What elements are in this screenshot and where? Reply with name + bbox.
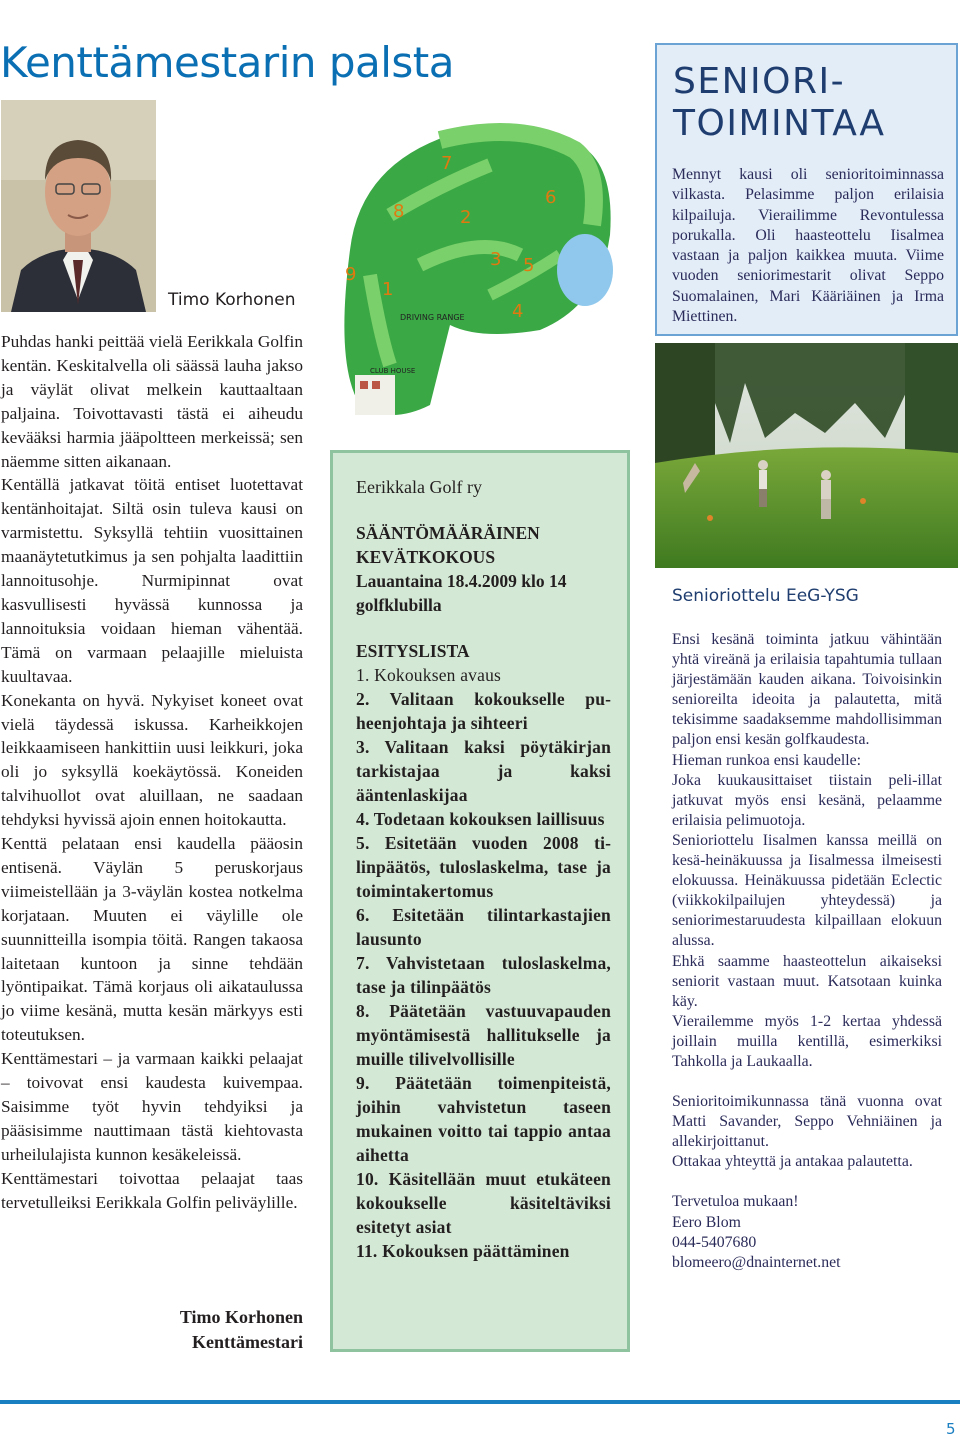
senior-title-line: TOIMINTAA	[673, 103, 886, 144]
hole-number: 7	[441, 153, 453, 174]
golf-photo	[655, 343, 958, 568]
hole-number: 6	[545, 187, 557, 208]
agenda-item: 5. Esitetään vuoden 2008 tilinpäätös, tuloslaskelma, tase ja toimintakertomus	[356, 833, 611, 901]
contact-name: Eero Blom	[672, 1213, 741, 1231]
paragraph: Senioritoimikunnassa tänä vuonna ovat Matti Savander, Seppo Vehniäinen ja allekirjoittanut.	[672, 1093, 942, 1151]
paragraph: Ehkä saamme haasteottelun aikaiseksi seniorit vastaan muut. Katsotaan kuinka käy.	[672, 952, 942, 1010]
hole-number: 5	[523, 255, 535, 276]
agenda-item: 10. Käsitellään muut etukäteen kokoukselle käsiteltäviksi esitetyt asiat	[356, 1169, 611, 1237]
agenda-item: 8. Päätetään vastuuvapauden myöntämisestä hallitukselle ja muille tilivelvollisille	[356, 1001, 611, 1069]
page-title: Kenttämestarin palsta	[0, 38, 454, 87]
signature-role: Kenttämestari	[192, 1331, 303, 1352]
footer-rule	[0, 1400, 960, 1404]
senior-match-heading: Senioriottelu EeG-YSG	[672, 586, 859, 606]
agenda-item: 6. Esitetään tilintarkastajien lausunto	[356, 905, 611, 949]
paragraph: Puhdas hanki peittää vielä Eerikkala Golfin kentän. Keskitalvella oli säässä lauha jakso ja väylät olivat melkein kauttaaltaan paljaina. Toivottavasti tästä ei aiheudu kevääksi harmia jääpoltteen merkeissä; sen näemme sitten aikanaan.	[1, 332, 303, 471]
signature	[150, 1305, 303, 1354]
paragraph: Kenttä pelataan ensi kaudella pääosin entisenä. Väylän 5 peruskorjaus viimeistellään ja 3-väylän kostea notkelma korjataan. Muuten ei väylille ole suunnitteilla isompia töitä. Rangen takaosa laitetaan kuntoon ja sinne tehdään lyöntipaikat. Tämä korjaus oli aikataulussa jo viime kesänä, mutta kesän märkyys esti toteutuksen.	[1, 834, 303, 1045]
senior-info-box	[655, 43, 958, 336]
paragraph: Ottakaa yhteyttä ja antakaa palautetta.	[672, 1153, 913, 1171]
senior-title-line: SENIORI-	[673, 61, 846, 102]
agenda-item: 11. Kokouksen päättäminen	[356, 1241, 570, 1261]
paragraph: Ensi kesänä toiminta jatkuu vähintään yhtä vireänä ja erilaisia tapahtumia tullaan järjestämään kauden aikana. Toivoisinkin senioreilta ideoita ja palautetta, mitä tekisimme saadaksemme mahdollisimman paljon ensi kesän golfkaudesta.	[672, 631, 942, 749]
paragraph: Senioriottelu Iisalmen kanssa meillä on kesä-heinäkuussa ja Iisalmessa ilmeisesti elokuussa. Heinäkuussa pidetään Eclectic (viikkokilpailujen yhteydessä) ja seniorimestaruudesta kilpaillaan elokuun alussa.	[672, 831, 942, 950]
paragraph: Joka kuukausittaiset tiistain peli-illat jatkuvat myös ensi kesänä, pelaamme erilaisia pelimuotoja.	[672, 771, 942, 829]
contact-phone: 044-5407680	[672, 1233, 757, 1251]
hole-number: 1	[382, 279, 394, 300]
meeting-time: Lauantaina 18.4.2009 klo 14 golfklubilla	[356, 571, 567, 615]
paragraph: Konekanta on hyvä. Nykyiset koneet ovat vielä täydessä iskussa. Karheikkojen leikkaamiseen hankittiin uusi leikkuri, joka oli jo syksyllä koekäytössä. Koneiden talvihuollot ovat aluillaan, ne saadaan tehdyksi hyvissä ajoin ennen hoitokautta.	[1, 690, 303, 830]
meeting-title: SÄÄNTÖMÄÄRÄINEN KEVÄTKOKOUS	[356, 523, 540, 567]
driving-range-label: DRIVING RANGE	[400, 313, 465, 322]
agenda-list	[356, 663, 611, 1263]
agenda-item: 3. Valitaan kaksi pöytäkirjan tarkistajaa ja kaksi ääntenlaskijaa	[356, 737, 611, 805]
hole-number: 9	[345, 264, 357, 285]
hole-number: 4	[512, 301, 524, 322]
paragraph: Hieman runkoa ensi kaudelle:	[672, 751, 862, 769]
senior-intro: Mennyt kausi oli senioritoiminnassa vilkasta. Pelasimme paljon erilaisia kilpailuja. Vierailimme Revontulessa porukalla. Oli haasteottelu Iisalmea vastaan ja paljon kaikkea muuta. Viime vuoden seniorimestarit olivat Seppo Suomalainen, Mari Kääriäinen ja Irma Miettinen.	[672, 166, 944, 326]
page-number: 5	[946, 1420, 956, 1438]
senior-title	[673, 61, 886, 145]
paragraph: Vierailemme myös 1-2 kertaa yhdessä joillain muilla kentillä, esimerkiksi Tahkolla ja Laukaalla.	[672, 1012, 942, 1070]
agenda-item: 2. Valitaan kokoukselle puheenjohtaja ja sihteeri	[356, 689, 611, 733]
hole-number: 8	[393, 201, 405, 222]
senior-body	[672, 630, 942, 1273]
portrait-photo	[1, 100, 156, 312]
hole-number: 3	[490, 249, 502, 270]
organization-name: Eerikkala Golf ry	[356, 477, 482, 497]
agenda-box	[330, 450, 630, 1352]
signature-name: Timo Korhonen	[179, 1307, 303, 1327]
agenda-item: 9. Päätetään toimenpiteistä, joihin vahvistetun taseen mukainen voitto tai tappio antaa aihetta	[356, 1073, 611, 1165]
hole-number: 2	[460, 207, 472, 228]
welcome-text: Tervetuloa mukaan!	[672, 1193, 799, 1211]
course-map	[330, 105, 630, 435]
paragraph: Kenttämestari toivottaa pelaajat taas tervetulleiksi Eerikkala Golfin peliväylille.	[1, 1168, 303, 1212]
article-body	[1, 330, 303, 1215]
agenda-item: 4. Todetaan kokouksen laillisuus	[356, 809, 605, 829]
photo-caption: Timo Korhonen	[168, 290, 296, 310]
paragraph: Kenttämestari – ja varmaan kaikki pelaajat – toivovat ensi kaudesta kuivempaa. Saisimme työt hyvin tehdyiksi ja pääsisimme nauttimaan tästä kiehtovasta urheilulajista kunnon kesäkeleissä.	[1, 1049, 303, 1164]
agenda-item: 7. Vahvistetaan tuloslaskelma, tase ja tilinpäätös	[356, 953, 611, 997]
agenda-item: 1. Kokouksen avaus	[356, 665, 502, 685]
contact-email[interactable]: blomeero@dnainternet.net	[672, 1253, 841, 1271]
paragraph: Kentällä jatkavat töitä entiset luotettavat kentänhoitajat. Siltä osin tuleva kausi on varmistettu. Syksyllä tehtiin vuosittainen maanäytetutkimus ja sen pohjalta laadittiin lannoitusohje. Nurmipinnat ovat kasvullisesti hyvässä kunnossa ja lannoituksia voidaan hieman vähentää. Tämä on varmaan pelaajille mieluista kuultavaa.	[1, 475, 303, 686]
agenda-heading: ESITYSLISTA	[356, 641, 470, 661]
clubhouse-label: CLUB HOUSE	[370, 367, 416, 375]
